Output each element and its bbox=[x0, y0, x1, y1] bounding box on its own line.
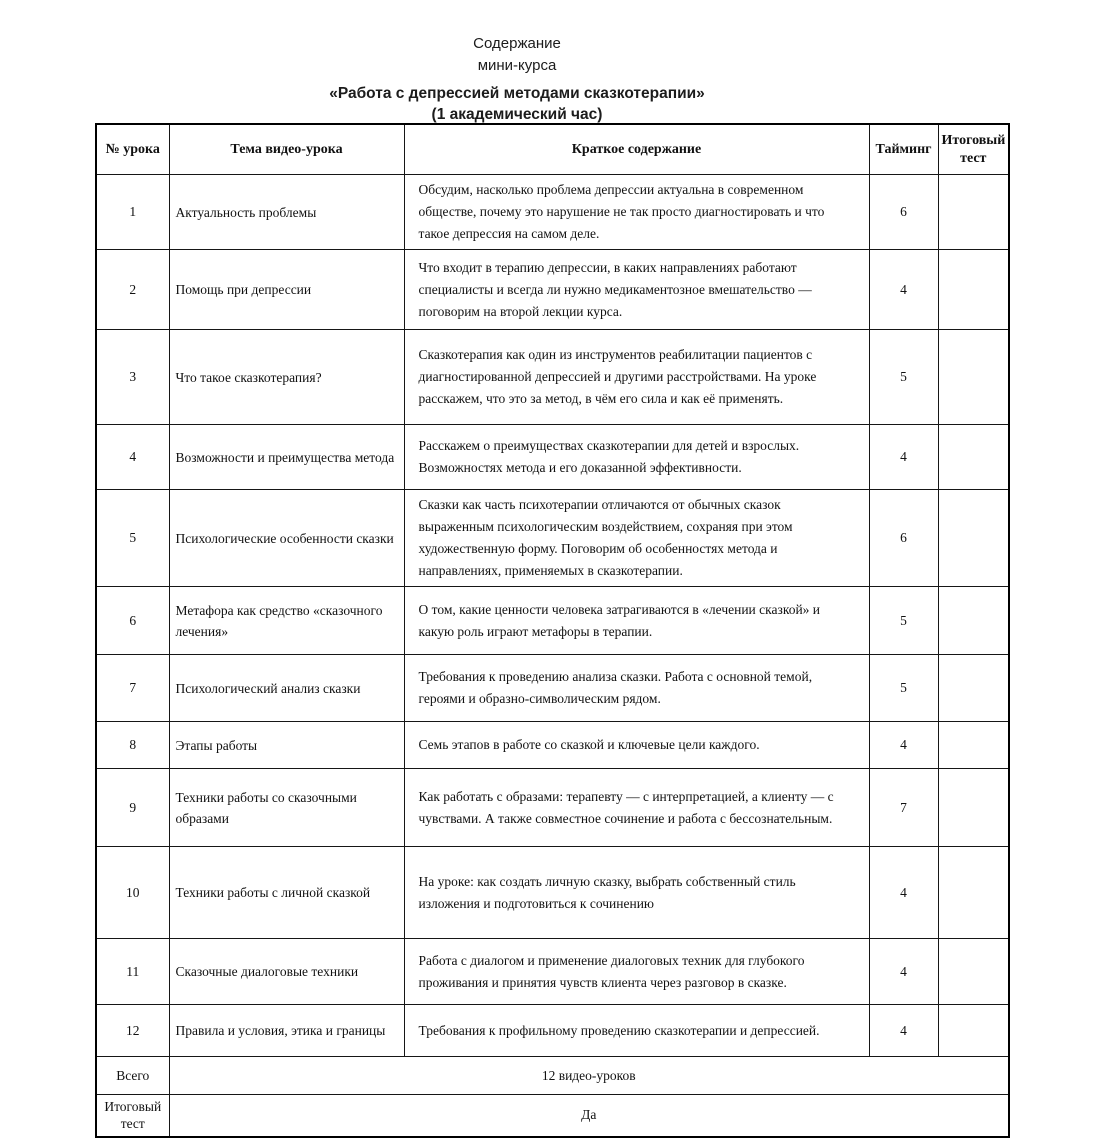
table-row bbox=[96, 587, 1009, 655]
title-course-name: «Работа с депрессией методами сказкотерапии» bbox=[329, 85, 705, 102]
table-row bbox=[96, 490, 1009, 587]
lesson-timing-cell: 5 bbox=[869, 330, 938, 425]
total-row bbox=[96, 1057, 1009, 1095]
lesson-test-cell bbox=[938, 655, 1009, 722]
header-final-test: Итоговый тест bbox=[938, 124, 1009, 175]
lesson-test-cell bbox=[938, 250, 1009, 330]
lesson-topic-cell: Возможности и преимущества метода bbox=[169, 425, 404, 490]
lesson-number-cell: 6 bbox=[96, 587, 169, 655]
final-test-value: Да bbox=[169, 1095, 1009, 1137]
lesson-number-cell: 9 bbox=[96, 769, 169, 847]
lesson-test-cell bbox=[938, 490, 1009, 587]
lesson-number-cell: 12 bbox=[96, 1005, 169, 1057]
lesson-topic-cell: Правила и условия, этика и границы bbox=[169, 1005, 404, 1057]
lesson-summary-cell: Требования к профильному проведению сказкотерапии и депрессией. bbox=[404, 1005, 869, 1057]
title-duration: (1 академический час) bbox=[431, 106, 603, 123]
header-summary: Краткое содержание bbox=[404, 124, 869, 175]
total-value: 12 видео-уроков bbox=[169, 1057, 1009, 1095]
table-header-row bbox=[96, 124, 1009, 175]
lesson-summary-cell: Работа с диалогом и применение диалоговых техник для глубокого проживания и принятия чувств клиента через разговор в сказке. bbox=[404, 939, 869, 1005]
lesson-test-cell bbox=[938, 587, 1009, 655]
lesson-timing-cell: 4 bbox=[869, 425, 938, 490]
lesson-number-cell: 5 bbox=[96, 490, 169, 587]
lesson-summary-cell: Обсудим, насколько проблема депрессии актуальна в современном обществе, почему это нарушение не так просто диагностировать и что такое депрессия на самом деле. bbox=[404, 175, 869, 250]
lesson-timing-cell: 5 bbox=[869, 587, 938, 655]
table-row bbox=[96, 655, 1009, 722]
lesson-summary-cell: Сказки как часть психотерапии отличаются от обычных сказок выраженным психологическим воздействием, сохраняя при этом художественную форму. Поговорим об особенностях метода и направлениях, применяемых в сказкотерапии. bbox=[404, 490, 869, 587]
lesson-topic-cell: Актуальность проблемы bbox=[169, 175, 404, 250]
lesson-test-cell bbox=[938, 425, 1009, 490]
lesson-timing-cell: 6 bbox=[869, 490, 938, 587]
lesson-timing-cell: 4 bbox=[869, 939, 938, 1005]
lesson-timing-cell: 7 bbox=[869, 769, 938, 847]
total-label: Всего bbox=[96, 1057, 169, 1095]
lesson-topic-cell: Что такое сказкотерапия? bbox=[169, 330, 404, 425]
title-minicourse: мини-курса bbox=[477, 57, 557, 74]
lesson-test-cell bbox=[938, 722, 1009, 769]
lesson-summary-cell: На уроке: как создать личную сказку, выбрать собственный стиль изложения и подготовиться к сочинению bbox=[404, 847, 869, 939]
lesson-summary-cell: Расскажем о преимуществах сказкотерапии для детей и взрослых. Возможностях метода и его доказанной эффективности. bbox=[404, 425, 869, 490]
lesson-number-cell: 7 bbox=[96, 655, 169, 722]
header-topic: Тема видео-урока bbox=[169, 124, 404, 175]
course-table bbox=[95, 123, 1010, 1138]
lesson-summary-cell: Семь этапов в работе со сказкой и ключевые цели каждого. bbox=[404, 722, 869, 769]
lesson-test-cell bbox=[938, 1005, 1009, 1057]
lesson-timing-cell: 6 bbox=[869, 175, 938, 250]
lesson-summary-cell: Как работать с образами: терапевту — с интерпретацией, а клиенту — с чувствами. А также совместное сочинение и работа с бессознательным. bbox=[404, 769, 869, 847]
lesson-topic-cell: Техники работы со сказочными образами bbox=[169, 769, 404, 847]
lesson-number-cell: 10 bbox=[96, 847, 169, 939]
lesson-test-cell bbox=[938, 939, 1009, 1005]
lesson-timing-cell: 4 bbox=[869, 1005, 938, 1057]
header-timing: Тайминг bbox=[869, 124, 938, 175]
lesson-summary-cell: Что входит в терапию депрессии, в каких направлениях работают специалисты и всегда ли нужно медикаментозное вмешательство — поговорим на второй лекции курса. bbox=[404, 250, 869, 330]
final-test-row bbox=[96, 1095, 1009, 1137]
lesson-number-cell: 3 bbox=[96, 330, 169, 425]
lesson-timing-cell: 4 bbox=[869, 250, 938, 330]
header-lesson-number: № урока bbox=[96, 124, 169, 175]
lesson-timing-cell: 4 bbox=[869, 847, 938, 939]
table-row bbox=[96, 1005, 1009, 1057]
lesson-test-cell bbox=[938, 330, 1009, 425]
final-test-label: Итоговый тест bbox=[96, 1095, 169, 1137]
lesson-number-cell: 2 bbox=[96, 250, 169, 330]
table-row bbox=[96, 847, 1009, 939]
table-row bbox=[96, 330, 1009, 425]
lesson-topic-cell: Помощь при депрессии bbox=[169, 250, 404, 330]
lesson-topic-cell: Сказочные диалоговые техники bbox=[169, 939, 404, 1005]
table-row bbox=[96, 175, 1009, 250]
lesson-test-cell bbox=[938, 769, 1009, 847]
table-body bbox=[96, 175, 1009, 1057]
title-contents: Содержание bbox=[473, 35, 561, 52]
lesson-topic-cell: Метафора как средство «сказочного лечения» bbox=[169, 587, 404, 655]
table-row bbox=[96, 425, 1009, 490]
lesson-topic-cell: Психологические особенности сказки bbox=[169, 490, 404, 587]
lesson-summary-cell: Сказкотерапия как один из инструментов реабилитации пациентов с диагностированной депрессией и другими расстройствами. На уроке расскажем, что это за метод, в чём его сила и как её применять. bbox=[404, 330, 869, 425]
lesson-topic-cell: Психологический анализ сказки bbox=[169, 655, 404, 722]
lesson-timing-cell: 5 bbox=[869, 655, 938, 722]
lesson-number-cell: 11 bbox=[96, 939, 169, 1005]
lesson-summary-cell: Требования к проведению анализа сказки. Работа с основной темой, героями и образно-символическим рядом. bbox=[404, 655, 869, 722]
lesson-topic-cell: Техники работы с личной сказкой bbox=[169, 847, 404, 939]
course-table-wrap bbox=[95, 123, 1008, 1138]
table-row bbox=[96, 939, 1009, 1005]
lesson-number-cell: 8 bbox=[96, 722, 169, 769]
lesson-test-cell bbox=[938, 847, 1009, 939]
lesson-topic-cell: Этапы работы bbox=[169, 722, 404, 769]
table-row bbox=[96, 722, 1009, 769]
lesson-timing-cell: 4 bbox=[869, 722, 938, 769]
table-footer bbox=[96, 1057, 1009, 1137]
lesson-summary-cell: О том, какие ценности человека затрагиваются в «лечении сказкой» и какую роль играют метафоры в терапии. bbox=[404, 587, 869, 655]
lesson-number-cell: 1 bbox=[96, 175, 169, 250]
lesson-number-cell: 4 bbox=[96, 425, 169, 490]
table-header bbox=[96, 124, 1009, 175]
table-row bbox=[96, 250, 1009, 330]
table-row bbox=[96, 769, 1009, 847]
document-title-block bbox=[0, 34, 1034, 126]
lesson-test-cell bbox=[938, 175, 1009, 250]
